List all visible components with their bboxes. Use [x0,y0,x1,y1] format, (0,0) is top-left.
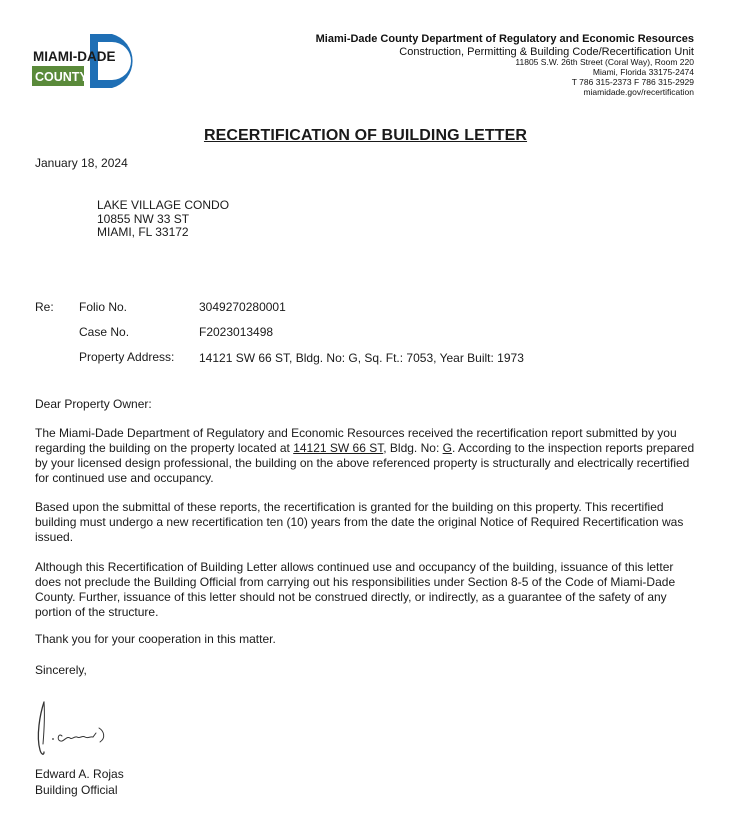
unit-name: Construction, Permitting & Building Code/Recertification Unit [399,45,694,58]
logo-line1: MIAMI-DADE [33,49,116,64]
letter-title: RECERTIFICATION OF BUILDING LETTER [203,127,528,144]
recipient-name: LAKE VILLAGE CONDO [97,198,230,212]
street-address: 11805 S.W. 26th Street (Coral Way), Room 220 [515,57,694,68]
paragraph-1: The Miami-Dade Department of Regulatory and Economic Resources received the recertification report submitted by you regarding the building on the property located at 14121 SW 66 ST, Bldg. No: G. According to the inspection reports prepared by your licensed design professional, the building on the above referenced property is structurally and electrically recertified for continued use and occupancy. [35,426,695,485]
thanks-line: Thank you for your cooperation in this matter. [35,632,276,646]
signer-name: Edward A. Rojas [35,767,124,781]
website: miamidade.gov/recertification [583,86,694,97]
closing: Sincerely, [35,663,87,677]
signer-title: Building Official [35,783,118,797]
case-value: F2023013498 [199,325,274,339]
salutation: Dear Property Owner: [35,397,152,411]
letter-date: January 18, 2024 [35,156,128,170]
recipient-address [97,199,229,240]
property-label: Property Address: [79,350,175,364]
paragraph-2: Based upon the submittal of these reports, the recertification is granted for the building on this property. This recertified building must undergo a new recertification ten (10) years from the date the original Notice of Required Recertification was issued. [35,500,684,544]
dept-name: Miami-Dade County Department of Regulatory and Economic Resources [315,33,694,45]
recipient-street: 10855 NW 33 ST [97,211,190,226]
case-label: Case No. [79,325,130,339]
paragraph-3: Although this Recertification of Building Letter allows continued use and occupancy of the building, issuance of this letter does not preclude the Building Official from carrying out his responsibilities under Section 8-5 of the Code of Miami-Dade County. Further, issuance of this letter should not be construed directly, or indirectly, as a guarantee of the safety of any portion of the structure. [35,560,676,619]
property-value: 14121 SW 66 ST, Bldg. No: G, Sq. Ft.: 7053, Year Built: 1973 [199,351,524,365]
logo-line2: COUNTY [35,70,88,84]
folio-value: 3049270280001 [199,300,286,314]
letterhead [316,33,694,97]
re-label: Re: [35,300,54,314]
miami-dade-logo [32,32,152,90]
building-number: G [442,441,452,455]
property-address-link: 14121 SW 66 ST [293,441,384,455]
folio-label: Folio No. [79,300,128,314]
signature [32,696,122,758]
city-address: Miami, Florida 33175-2474 [592,67,694,78]
recipient-city: MIAMI, FL 33172 [97,225,189,239]
phone-fax: T 786 315-2373 F 786 315-2929 [571,76,694,87]
